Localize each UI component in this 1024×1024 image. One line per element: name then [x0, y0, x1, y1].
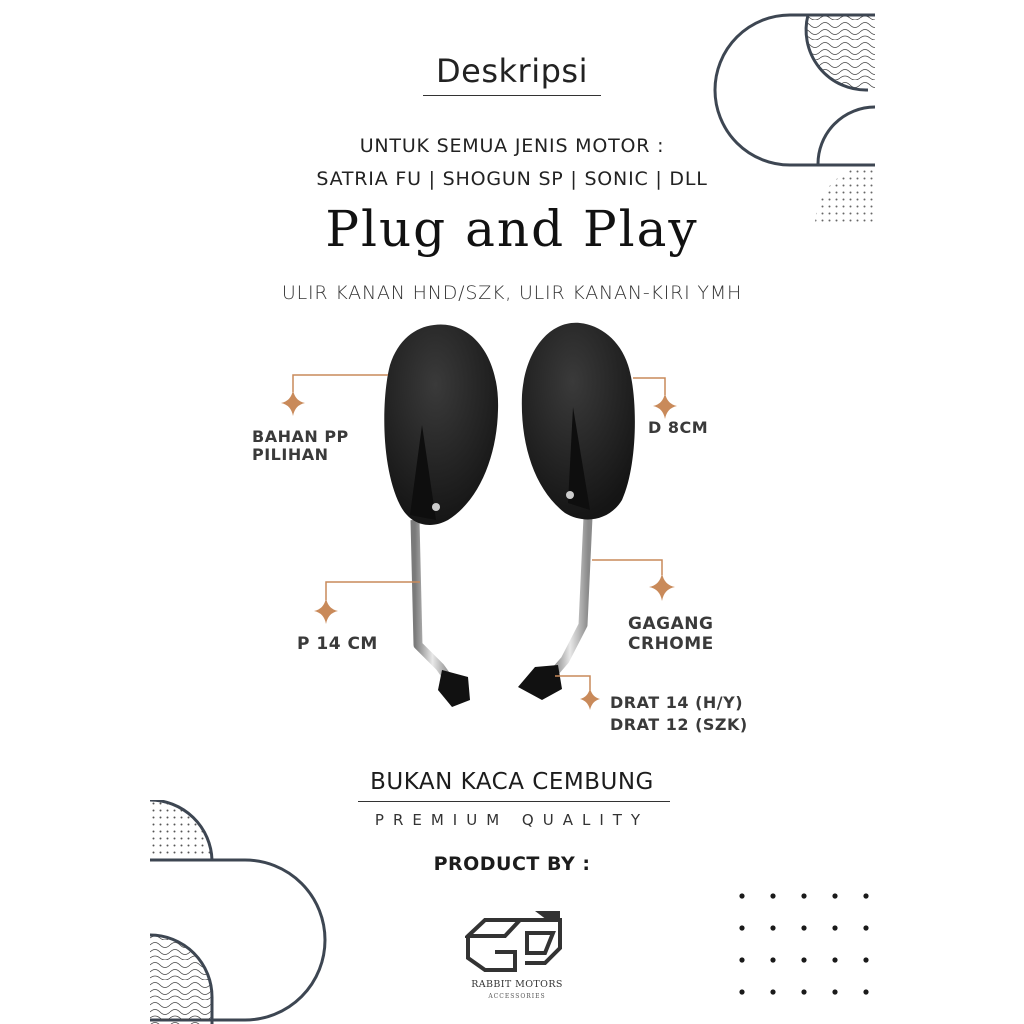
- not-convex-label: BUKAN KACA CEMBUNG: [370, 769, 654, 795]
- page-title: Deskripsi: [436, 52, 588, 90]
- headline: Plug and Play: [325, 200, 699, 258]
- callout-stem-2: CRHOME: [628, 634, 714, 654]
- compat-line-2: SATRIA FU | SHOGUN SP | SONIC | DLL: [316, 168, 708, 190]
- product-by-label: PRODUCT BY :: [433, 853, 591, 875]
- callout-material-1: BAHAN PP: [252, 427, 349, 446]
- not-convex-underline: [358, 801, 670, 802]
- callout-thread-2: DRAT 12 (SZK): [610, 715, 748, 734]
- callout-material-2: PILIHAN: [252, 445, 329, 464]
- callout-diameter: D 8CM: [648, 418, 709, 437]
- callout-stem-1: GAGANG: [628, 614, 714, 634]
- callout-length: P 14 CM: [297, 634, 378, 654]
- rabbit-motors-logo-icon: [465, 908, 565, 976]
- thread-info: ULIR KANAN HND/SZK, ULIR KANAN-KIRI YMH: [281, 282, 743, 304]
- brand-name: RABBIT MOTORS: [471, 979, 563, 990]
- compat-line-1: UNTUK SEMUA JENIS MOTOR :: [359, 135, 665, 157]
- brand-subtitle: ACCESSORIES: [488, 993, 546, 1000]
- callout-thread-1: DRAT 14 (H/Y): [610, 693, 744, 712]
- premium-quality-label: PREMIUM QUALITY: [374, 811, 650, 829]
